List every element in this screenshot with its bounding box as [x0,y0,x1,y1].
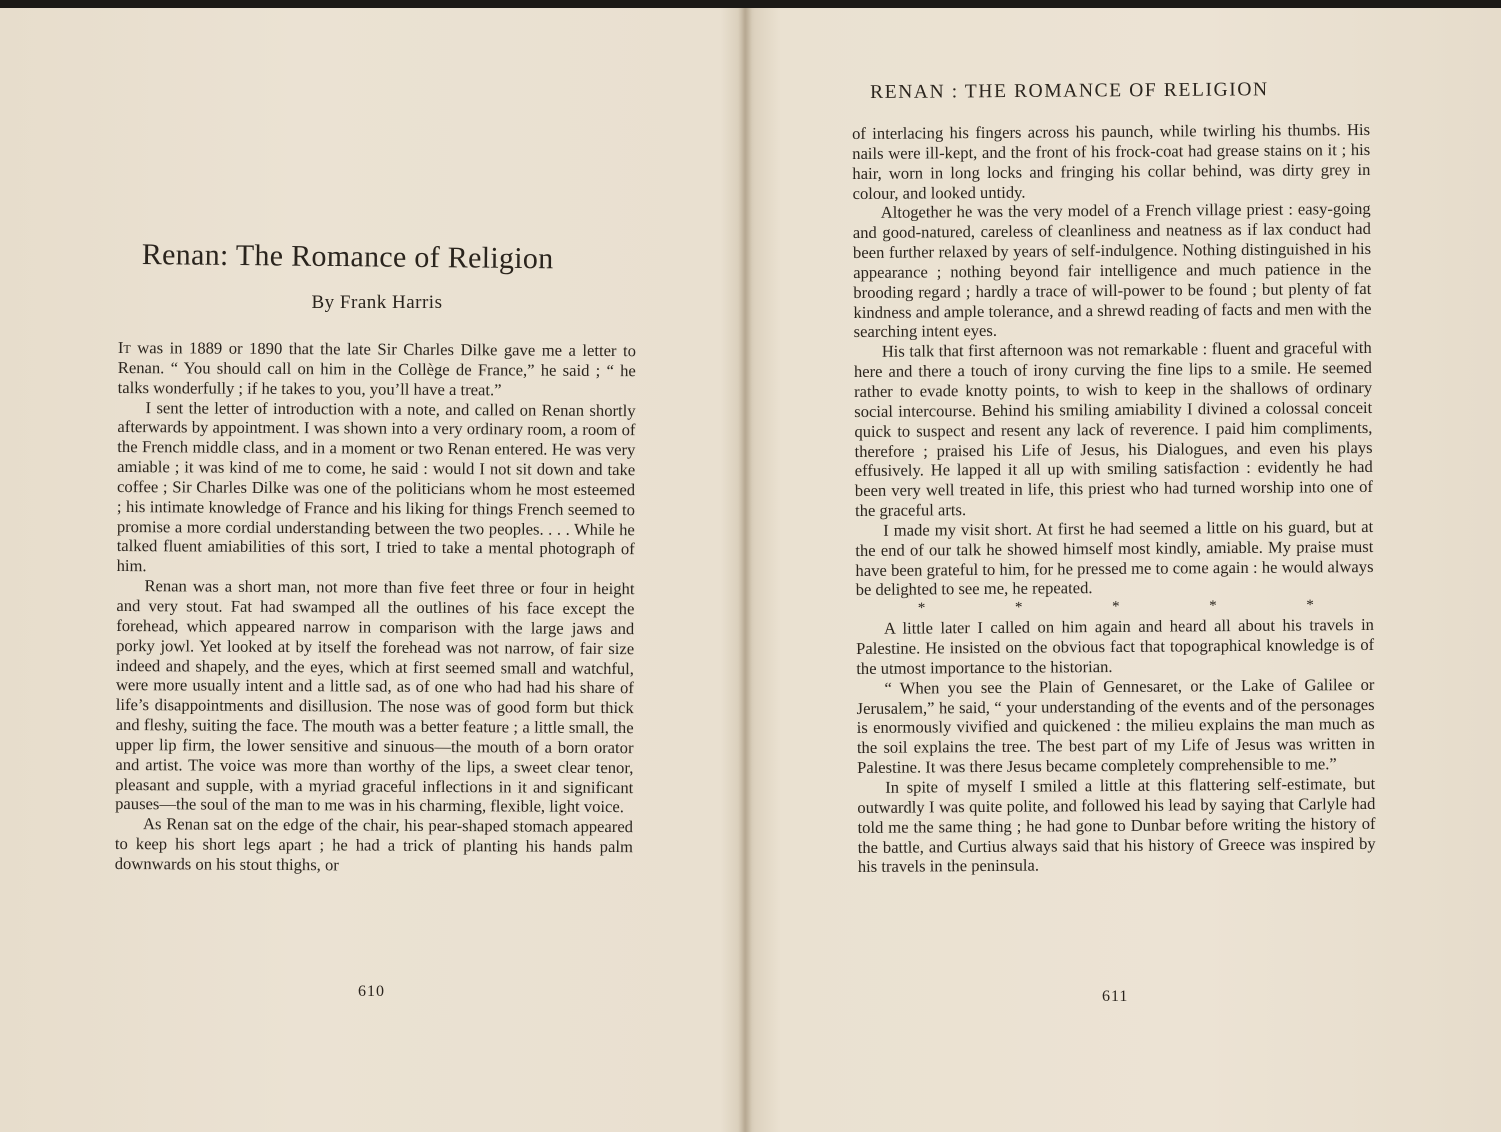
paragraph: of interlacing his fingers across his paunch, while twirling his thumbs. His nails were ill-kept, and the front of his frock-coat had grease stains on it ; his hair, worn in long locks and fringing his collar behind, was dirty grey in colour, and looked untidy. [852,119,1371,203]
page-number-right: 611 [1102,988,1129,1005]
paragraph: Renan was a short man, not more than five feet three or four in height and very stout. Fat had swamped all the outlines of his face except the forehead, which appeared narrow in comparison with the large jaws and porky jowl. Yet looked at by itself the forehead was not narrow, of fair size indeed and shapely, and the eyes, which at first seemed small and watchful, were more usually intent and a little sad, as of one who had had his share of life’s disappointments and disillusion. The nose was of good form but thick and fleshy, suiting the face. The mouth was a better feature ; a little small, the upper lip firm, the lower sensitive and sinuous—the mouth of a born orator and artist. The voice was more than worthy of the lips, a sweet clear tenor, pleasant and supple, with a myriad graceful inflections in it and significant pauses—the soul of the man to me was in his charming, flexible, light voice. [115,576,635,817]
section-break-star: * [1014,599,1023,616]
paragraph: A little later I called on him again and heard all about his travels in Palestine. He insisted on the obvious fact that topographical knowledge is of the utmost importance to the historian. [856,615,1375,678]
section-break-star: * [917,600,926,617]
paragraph: As Renan sat on the edge of the chair, his pear-shaped stomach appeared to keep his short legs apart ; he had a trick of planting his hands palm downwards on his stout thighs, or [114,814,634,875]
page-number-left: 610 [358,983,385,1000]
byline: By Frank Harris [311,292,443,313]
right-page [852,8,1376,1132]
paragraph [118,338,636,401]
right-page-body [852,120,1376,877]
book-gutter [738,8,752,1132]
paragraph: I sent the letter of introduction with a note, and called on Renan shortly afterwards by appointment. I was shown into a very ordinary room, a room of the French middle class, and in a moment or two Renan entered. He was very amiable ; it was kind of me to come, he said : would I not sit down and take coffee ; Sir Charles Dilke was one of the politicians whom he most esteemed ; his intimate knowledge of France and his liking for things French seemed to promise a more cordial understanding between the two peoples. . . . While he talked fluent amiabilities of this sort, I tried to take a mental photograph of him. [116,397,636,576]
left-page-body [115,338,636,877]
paragraph: His talk that first afternoon was not remarkable : fluent and graceful with here and there a touch of irony curving the fine lips to a smile. He seemed rather to evade knotty points, to wish to keep in the shallows of ordinary social intercourse. Behind his smiling amiability I divined a colossal conceit quick to suspect and resent any lack of reverence. I paid him compliments, therefore ; praised his Life of Jesus, his Dialogues, and even his plays effusively. He lapped it all up with smiling satisfaction : evidently he had been very well treated in life, this priest who had turned worship into one of the graceful arts. [853,338,1373,521]
left-page [114,8,636,1132]
paragraph: I made my visit short. At first he had seemed a little on his guard, but at the end of our talk he showed himself most kindly, amiable. My praise must have been grateful to him, for he pressed me to come again : he would always be delighted to see me, he repeated. [855,516,1374,600]
opening-word: It [117,338,131,358]
paragraph: In spite of myself I smiled a little at this flattering self-estimate, but outwardly I was quite polite, and followed his lead by saying that Carlyle had told me the same thing ; he had gone to Dunbar before writing the history of the battle, and Curtius always said that his history of Greece was inspired by his travels in the peninsula. [857,773,1376,877]
running-head: RENAN : THE ROMANCE OF RELIGION [870,79,1269,103]
section-break-star: * [1306,597,1314,614]
book-spread [0,8,1501,1132]
section-break-star: * [1209,598,1217,615]
paragraph: “ When you see the Plain of Gennesaret, or the Lake of Galilee or Jerusalem,” he said, “ your understanding of the events and of the personages is enormously vivified and quickened : the milieu explains the man much as the soil explains the tree. The best part of my Life of Jesus was written in Palestine. It was there Jesus became completely comprehensible to me.” [856,674,1375,778]
section-break-star: * [1111,599,1120,616]
paragraph: Altogether he was the very model of a French village priest : easy-going and good-natured, careless of cleanliness and neatness as if lax conduct had been further relaxed by years of self-indulgence. Nothing distinguished in his appearance ; nothing beyond fair intelligence and much patience in the brooding regard ; hardly a trace of will-power to be found ; but plenty of fat kindness and ample tolerance, and a shrewd reading of facts and men with the searching intent eyes. [852,199,1372,342]
paragraph-text: was in 1889 or 1890 that the late Sir Charles Dilke gave me a letter to Renan. “ You should call on him in the Collège de France,” he said ; “ he talks wonderfully ; if he takes to you, you’ll have a treat.” [117,338,636,400]
chapter-title: Renan: The Romance of Religion [141,238,554,276]
